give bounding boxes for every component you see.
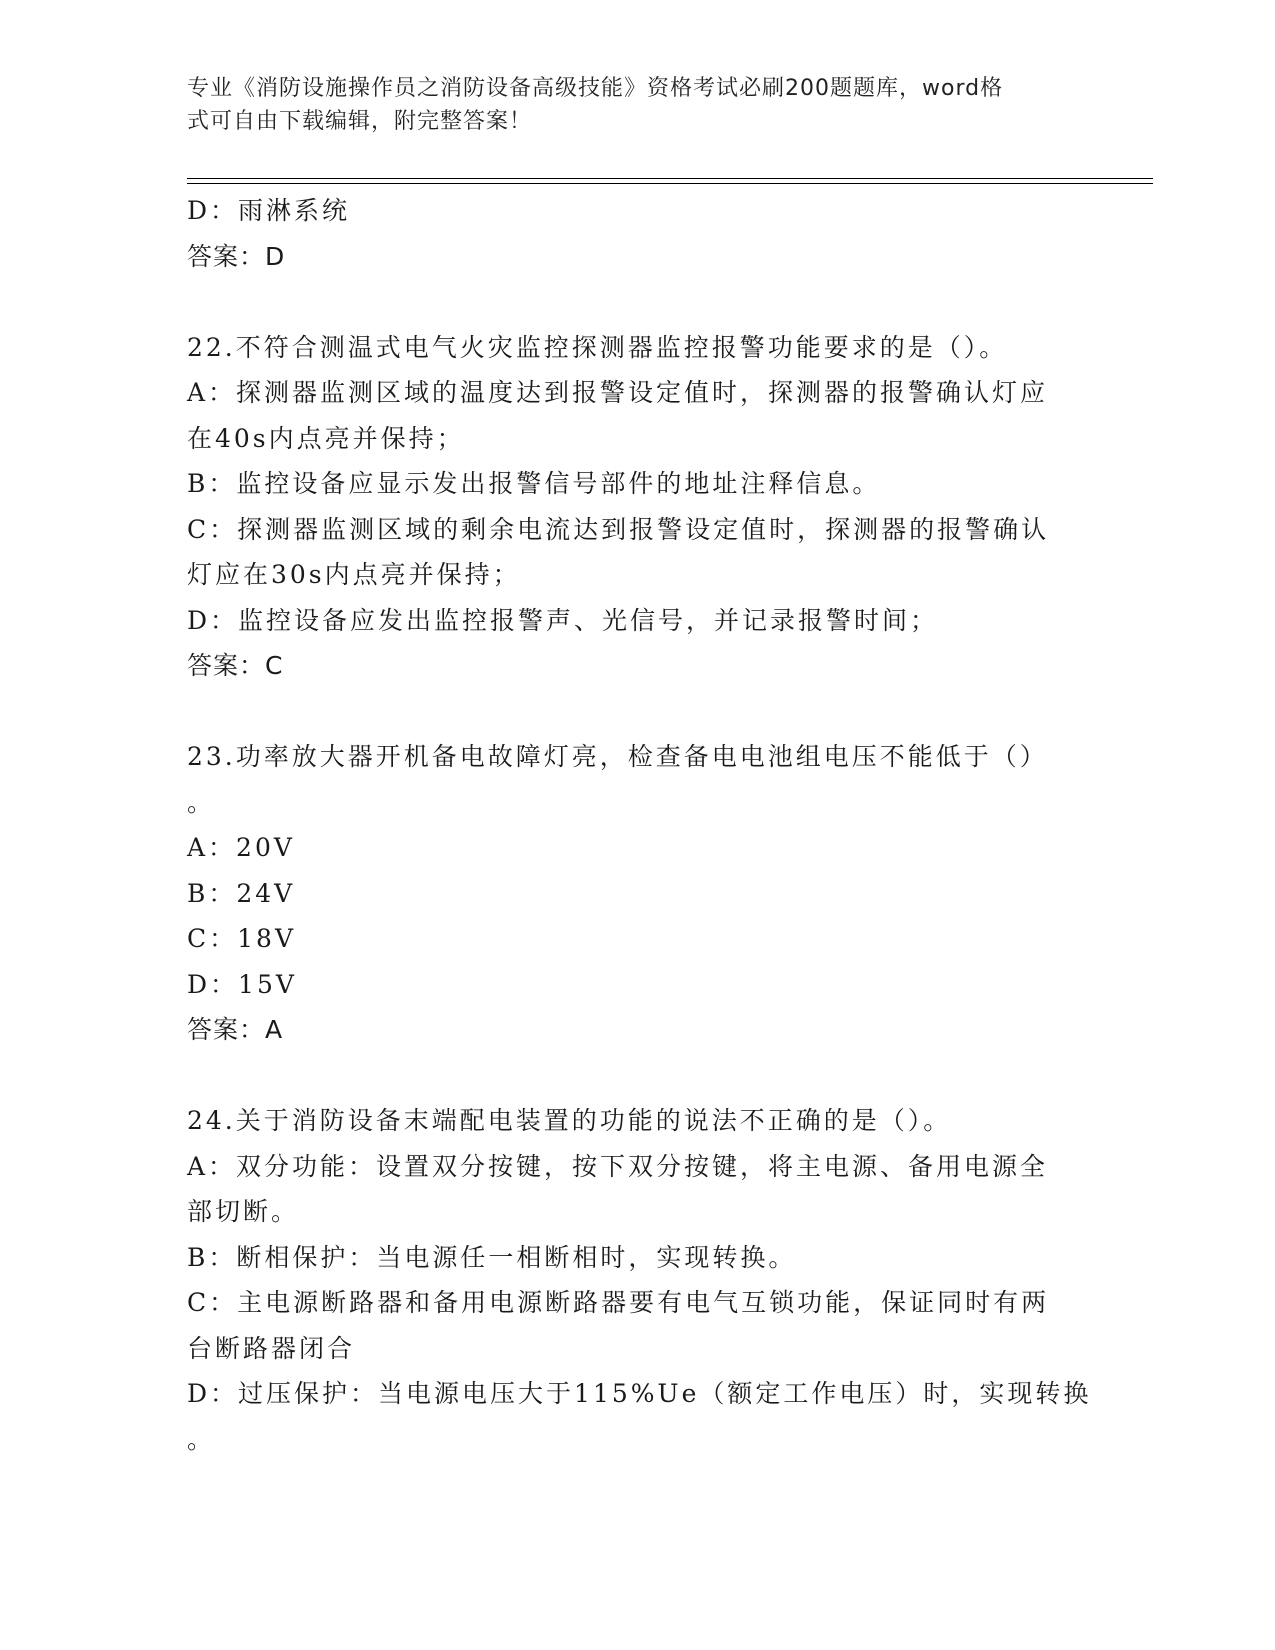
question-22-option-c: C：探测器监测区域的剩余电流达到报警设定值时，探测器的报警确认: [187, 514, 1050, 544]
spacer: [187, 689, 1087, 735]
header-line-2: 式可自由下载编辑，附完整答案！: [187, 109, 533, 134]
spacer: [187, 1053, 1087, 1099]
question-24-option-c-cont: 台断路器闭合: [187, 1333, 356, 1363]
question-23-option-b: B：24V: [187, 878, 296, 908]
question-22-stem: 22.不符合测温式电气火灾监控探测器监控报警功能要求的是（）。: [187, 332, 1008, 362]
header-divider-top: [187, 178, 1153, 179]
question-23-option-c: C：18V: [187, 924, 296, 953]
question-24-option-a-cont: 部切断。: [187, 1197, 300, 1226]
question-23-option-a: A：20V: [187, 833, 295, 862]
spacer: [187, 279, 1087, 325]
header-divider-bottom: [187, 183, 1153, 184]
prev-answer: 答案：D: [187, 241, 286, 271]
question-24-option-d: D：过压保护：当电源电压大于115%Ue（额定工作电压）时，实现转换: [187, 1379, 1092, 1408]
document-body: [187, 188, 1092, 1462]
prev-option-d: D：雨淋系统: [187, 196, 351, 225]
question-22-option-d: D：监控设备应发出监控报警声、光信号，并记录报警时间；: [187, 605, 939, 635]
question-23-answer: 答案：A: [187, 1015, 284, 1044]
question-24-stem: 24.关于消防设备末端配电装置的功能的说法不正确的是（）。: [187, 1106, 952, 1135]
question-24-option-b: B：断相保护：当电源任一相断相时，实现转换。: [187, 1242, 797, 1272]
question-22-option-b: B：监控设备应显示发出报警信号部件的地址注释信息。: [187, 469, 881, 498]
question-24: [187, 1098, 1092, 1462]
question-23-option-d: D：15V: [187, 969, 297, 999]
question-24-option-a: A：双分功能：设置双分按键，按下双分按键，将主电源、备用电源全: [187, 1151, 1049, 1181]
question-22-answer: 答案：C: [187, 651, 284, 680]
question-22-option-a-cont: 在40s内点亮并保持；: [187, 423, 465, 453]
question-22: [187, 325, 1087, 689]
question-23-stem: 23.功率放大器开机备电故障灯亮，检查备电电池组电压不能低于（）: [187, 742, 1048, 771]
header-line-1: 专业《消防设施操作员之消防设备高级技能》资格考试必刷200题题库，word格: [187, 76, 1004, 101]
question-24-option-d-cont: 。: [187, 1424, 216, 1454]
question-22-option-c-cont: 灯应在30s内点亮并保持；: [187, 560, 521, 589]
document-header: [187, 72, 1067, 138]
question-23-stem-cont: 。: [187, 787, 216, 817]
question-24-option-c: C：主电源断路器和备用电源断路器要有电气互锁功能，保证同时有两: [187, 1288, 1050, 1317]
question-22-option-a: A：探测器监测区域的温度达到报警设定值时，探测器的报警确认灯应: [187, 378, 1049, 407]
question-23: [187, 734, 1087, 1053]
